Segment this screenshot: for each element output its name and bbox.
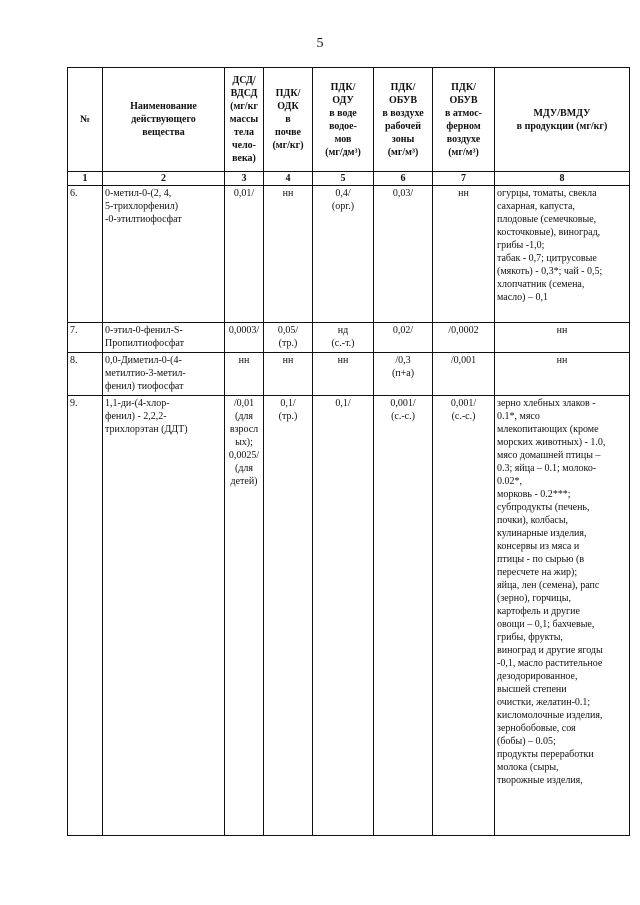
dsd-value: нн	[225, 353, 264, 396]
dsd-value: 0,0003/	[225, 323, 264, 353]
column-number-row	[68, 172, 630, 186]
row-number: 6.	[68, 186, 103, 323]
row-number: 7.	[68, 323, 103, 353]
row-number: 8.	[68, 353, 103, 396]
substance-name: 0,0-Диметил-0-(4- метилтио-3-метил- фенил) тиофосфат	[103, 353, 225, 396]
pdk-atm-air-value: /0,0002	[433, 323, 495, 353]
table-row	[68, 396, 630, 836]
dsd-value: /0,01 (для взросл ых); 0,0025/ (для детей)	[225, 396, 264, 836]
column-number: 2	[103, 172, 225, 186]
pdk-work-air-value: /0,3 (п+а)	[374, 353, 433, 396]
pdk-work-air-value: 0,02/	[374, 323, 433, 353]
mdu-value: зерно хлебных злаков - 0.1*, мясо млекопитающих (кроме морских животных) - 1.0, мясо домашней птицы – 0.3; яйца – 0.1; молоко- 0.02*, морковь - 0.2***; субпродукты (печень, почки), колбасы, кулинарные изделия, консервы из мяса и птицы - по сырью (в пересчете на жир); яйца, лен (семена), рапс (зерно), горчицы, картофель и другие овощи – 0,1; бахчевые, грибы, фрукты, виноград и другие ягоды -0,1, масло растительное дезодорированное, высшей степени очистки, желатин-0.1; кисломолочные изделия, зернобобовые, соя (бобы) – 0.05; продукты переработки молока (сыры, творожные изделия,	[495, 396, 630, 836]
column-number: 3	[225, 172, 264, 186]
header-row	[68, 68, 630, 172]
pdk-soil-value: 0,05/ (тр.)	[264, 323, 313, 353]
substance-name: 0-метил-0-(2, 4, 5-трихлорфенил) -0-этилтиофосфат	[103, 186, 225, 323]
header-pdk-atm-air: ПДК/ ОБУВ в атмос- ферном воздухе (мг/м³)	[433, 68, 495, 172]
hygiene-standards-table	[67, 67, 630, 836]
column-number: 7	[433, 172, 495, 186]
pdk-soil-value: нн	[264, 186, 313, 323]
dsd-value: 0,01/	[225, 186, 264, 323]
column-number: 5	[313, 172, 374, 186]
table-row	[68, 353, 630, 396]
substance-name: 0-этил-0-фенил-S- Пропилтиофосфат	[103, 323, 225, 353]
pdk-work-air-value: 0,001/ (с.-с.)	[374, 396, 433, 836]
header-pdk-work-air: ПДК/ ОБУВ в воздухе рабочей зоны (мг/м³)	[374, 68, 433, 172]
header-substance-name: Наименование действующего вещества	[103, 68, 225, 172]
pdk-soil-value: нн	[264, 353, 313, 396]
pdk-atm-air-value: нн	[433, 186, 495, 323]
pdk-atm-air-value: /0,001	[433, 353, 495, 396]
header-pdk-water: ПДК/ ОДУ в воде водое- мов (мг/дм³)	[313, 68, 374, 172]
column-number: 1	[68, 172, 103, 186]
table-row	[68, 323, 630, 353]
row-number: 9.	[68, 396, 103, 836]
pdk-soil-value: 0,1/ (тр.)	[264, 396, 313, 836]
column-number: 4	[264, 172, 313, 186]
pdk-water-value: 0,1/	[313, 396, 374, 836]
pdk-water-value: нн	[313, 353, 374, 396]
header-pdk-soil: ПДК/ ОДК в почве (мг/кг)	[264, 68, 313, 172]
pdk-water-value: нд (с.-т.)	[313, 323, 374, 353]
header-dsd: ДСД/ ВДСД (мг/кг массы тела чело- века)	[225, 68, 264, 172]
mdu-value: нн	[495, 323, 630, 353]
header-mdu: МДУ/ВМДУ в продукции (мг/кг)	[495, 68, 630, 172]
header-number: №	[68, 68, 103, 172]
column-number: 6	[374, 172, 433, 186]
mdu-value: нн	[495, 353, 630, 396]
mdu-value: огурцы, томаты, свекла сахарная, капуста, плодовые (семечковые, косточковые), виноград, грибы -1,0; табак - 0,7; цитрусовые (мякоть) - 0,3*; чай - 0,5; хлопчатник (семена, масло) – 0,1	[495, 186, 630, 323]
page-number: 5	[316, 36, 324, 51]
pdk-work-air-value: 0,03/	[374, 186, 433, 323]
substance-name: 1,1-ди-(4-хлор- фенил) - 2,2,2- трихлорэтан (ДДТ)	[103, 396, 225, 836]
table-row	[68, 186, 630, 323]
column-number: 8	[495, 172, 630, 186]
pdk-water-value: 0,4/ (орг.)	[313, 186, 374, 323]
pdk-atm-air-value: 0,001/ (с.-с.)	[433, 396, 495, 836]
